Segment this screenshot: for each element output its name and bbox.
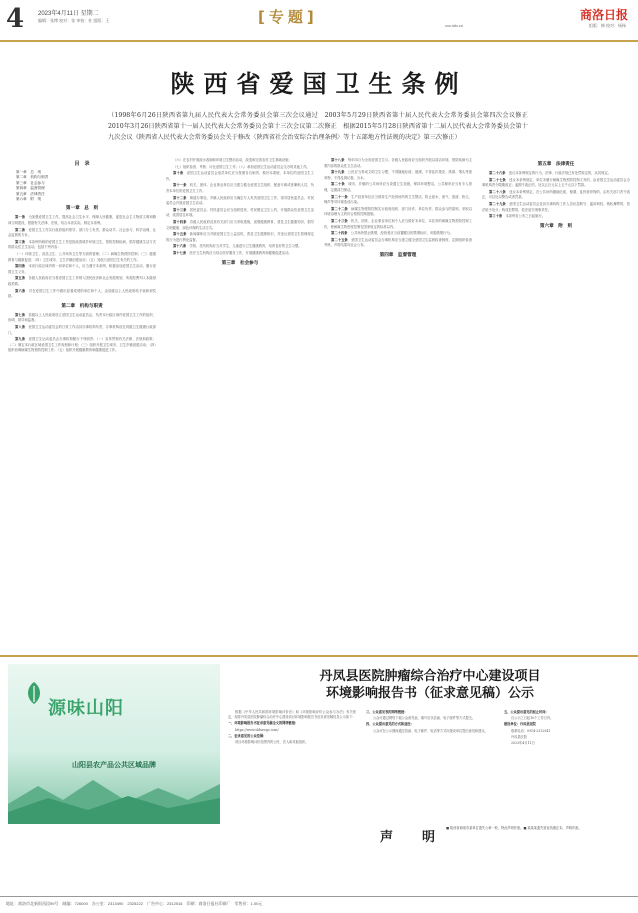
article-text: 违反本条例规定，在公共场所随地吐痰、便溺，乱扔废弃物的，由有关部门责令改正，可以处以警告或者罚款。 bbox=[482, 189, 630, 200]
article-label: 第二十四条 bbox=[331, 231, 348, 236]
article-paragraph bbox=[166, 158, 314, 164]
chapter-heading: 第四章 监督管理 bbox=[379, 252, 417, 258]
article-paragraph bbox=[324, 207, 472, 218]
brand-advertisement bbox=[8, 664, 220, 824]
section-label: [专题] bbox=[258, 8, 318, 26]
ad-brand-name: 源味山阳 bbox=[48, 698, 124, 719]
article-paragraph bbox=[8, 264, 156, 275]
article-paragraph bbox=[482, 214, 630, 220]
toc-item: 第一章 总 则 bbox=[16, 170, 42, 174]
article-paragraph bbox=[166, 251, 314, 257]
article-paragraph bbox=[166, 244, 314, 250]
page-footer: 地址：商洛市北新街西段59号 邮编：726000 办公室：2313490 2325222 广告中心：2312516 印刷：商洛日报社印刷厂 零售价：1.00元 bbox=[0, 896, 638, 913]
article-list bbox=[482, 171, 630, 220]
article-text: 违反本条例规定的行为，法律、行政法规已有处罚规定的，从其规定。 bbox=[508, 171, 611, 175]
header-url: xxx.sltv.cn bbox=[445, 23, 464, 28]
article-paragraph bbox=[166, 208, 314, 219]
article-text: 各级人民政府应当将爱国卫生工作纳入国民经济和社会发展规划，所需经费列入本级财政预算。 bbox=[8, 276, 156, 286]
article-label: 第五条 bbox=[15, 276, 26, 281]
article-column-4 bbox=[482, 158, 630, 650]
editor-credits: 编辑：张博 校对：张 审校：杜 组版：王 bbox=[38, 18, 110, 23]
article-text: 本条例自公布之日起施行。 bbox=[505, 214, 546, 219]
article-paragraph bbox=[166, 171, 314, 182]
notice-paragraph: 自公示之日起10个工作日内。 bbox=[511, 716, 554, 721]
article-text: 居民委员会、村民委员会应当组织居民、村民制定卫生公约，开展群众性爱国卫生活动，改善居住环境。 bbox=[166, 207, 314, 218]
article-label: 第六条 bbox=[15, 288, 26, 293]
mountain-graphic bbox=[8, 774, 220, 824]
notice-paragraph: 项目环境影响评价范围内的公民、法人和其他组织。 bbox=[235, 740, 309, 745]
article-text: 各级人民政府及其有关部门应当采取措施，加强健康教育，普及卫生健康知识，倡导文明健康、绿色环保的生活方式。 bbox=[166, 219, 314, 230]
notice-paragraph: https://www.sldsswgs.com/ bbox=[235, 727, 279, 732]
article-label: 第十五条 bbox=[173, 232, 187, 237]
toc-item: 第四章 监督管理 bbox=[16, 186, 45, 191]
article-text: 爱国卫生运动委员会及其办事机构工作人员玩忽职守、滥用职权、徇私舞弊的，依法给予处分；构成犯罪的，依法追究刑事责任。 bbox=[482, 201, 630, 212]
article-label: 第二十七条 bbox=[489, 177, 506, 182]
notice-paragraph: 公众可通过网络下载公众意见表，填写后以信函、电子邮件等方式提交。 bbox=[373, 716, 475, 721]
article-text: 生产经营单位应当保持生产经营场所的卫生整洁，防止废水、废气、废渣、粉尘、噪声等对环境造成污染。 bbox=[324, 194, 472, 205]
article-text: 爱国卫生运动委员会成员单位应当按照各自职责，做好本系统、本单位的爱国卫生工作。 bbox=[166, 171, 314, 181]
article-paragraph bbox=[8, 313, 156, 324]
article-paragraph bbox=[8, 215, 156, 226]
page-header bbox=[0, 0, 638, 42]
article-label: 第二十六条 bbox=[489, 171, 506, 175]
article-paragraph bbox=[324, 170, 472, 181]
article-label: 第八条 bbox=[15, 324, 26, 329]
notice-heading: 建设单位：丹凤县医院 bbox=[504, 722, 536, 727]
notice-heading: 一、环境影响报告书征求意见稿全文的网络链接： bbox=[228, 721, 299, 726]
page-number: 4 bbox=[6, 4, 25, 34]
article-label: 第十六条 bbox=[173, 244, 187, 249]
article-paragraph bbox=[482, 178, 630, 189]
chapter-heading: 第五章 法律责任 bbox=[537, 162, 575, 167]
notice-body bbox=[228, 710, 632, 822]
article-list bbox=[324, 158, 472, 249]
notice-title-line-2: 环境影响报告书（征求意见稿）公示 bbox=[325, 686, 534, 701]
article-text: 城市、乡镇的公共场所应当设置卫生设施，保持环境整洁，公共厕所应当有专人管理，定期清扫保洁。 bbox=[324, 182, 472, 192]
article-paragraph bbox=[324, 219, 472, 230]
article-text: 爱国卫生运动委员会办事机构应当建立健全爱国卫生监督检查制度，定期组织检查考核，并将结果向社会公布。 bbox=[324, 237, 472, 248]
chapter-heading: 第一章 总 则 bbox=[65, 206, 99, 212]
notice-title-line-1: 丹凤县医院肿瘤综合治疗中心建设项目 bbox=[319, 669, 541, 684]
article-text: 对在爱国卫生工作中做出显著成绩的单位和个人，由县级以上人民政府给予表彰和奖励。 bbox=[8, 288, 156, 299]
article-text: 本省行政区域内的一切单位和个人，应当遵守本条例，积极参加爱国卫生活动，履行爱国卫生义务。 bbox=[8, 264, 156, 274]
article-paragraph bbox=[482, 171, 630, 177]
article-paragraph bbox=[8, 337, 156, 354]
article-label: 第十九条 bbox=[331, 170, 345, 175]
article-column-1 bbox=[8, 158, 156, 650]
notice-heading: 三、公众意见表的网络链接： bbox=[366, 710, 408, 714]
article-text: 本条例所称的爱国卫生工作是指改善城乡环境卫生，预防控制疾病，倡导健康生活方式的群众性卫生活动，包括下列内容： bbox=[8, 239, 156, 250]
regulation-body bbox=[8, 158, 630, 650]
article-label: 第十三条 bbox=[173, 207, 187, 212]
article-label: 第二条 bbox=[15, 227, 26, 232]
chapter-heading: 第三章 社会参与 bbox=[221, 260, 259, 266]
toc-item: 第三章 社会参与 bbox=[16, 180, 45, 185]
article-text: 爱国卫生工作实行政府组织领导、部门分工负责、群众动手、社会参与、科学治理、社会监督的方针。 bbox=[8, 227, 156, 238]
article-label: 第三十条 bbox=[489, 214, 503, 219]
ad-subtitle: 山阳县农产品公共区域品牌 bbox=[72, 761, 156, 769]
article-text: 爱国卫生运动委员会的日常工作由其办事机构负责，办事机构设在同级卫生健康行政部门。 bbox=[8, 324, 156, 335]
article-text: 新闻媒体应当开展爱国卫生公益宣传，普及卫生健康知识，对违反爱国卫生管理规定的行为进行舆论监督。 bbox=[166, 232, 314, 242]
toc-item: 第六章 附 则 bbox=[16, 197, 42, 202]
section-divider bbox=[0, 655, 638, 657]
statement-title: 声 明 bbox=[380, 830, 444, 845]
article-paragraph bbox=[166, 232, 314, 243]
article-label: 第一条 bbox=[15, 215, 26, 220]
regulation-title: 陕西省爱国卫生条例 bbox=[170, 70, 468, 98]
article-label: 第十二条 bbox=[173, 195, 187, 200]
chapter-heading: 第六章 附 则 bbox=[539, 223, 573, 229]
article-label: 第十七条 bbox=[173, 250, 187, 255]
article-label: 第四条 bbox=[15, 264, 26, 269]
article-list bbox=[8, 313, 156, 354]
article-label: 第十一条 bbox=[173, 183, 187, 188]
article-paragraph bbox=[324, 195, 472, 206]
article-paragraph bbox=[324, 231, 472, 237]
chapter-heading: 第二章 机构与职责 bbox=[61, 303, 103, 309]
article-text: （六）在农村开展改水改厕和环境卫生整治活动，改造和完善农村卫生基础设施； bbox=[173, 158, 292, 162]
article-label: 第二十五条 bbox=[331, 237, 348, 242]
notice-title bbox=[226, 668, 634, 702]
notice-paragraph: 2023年4月11日 bbox=[511, 741, 535, 746]
notice-paragraph: 根据《中华人民共和国环境影响评价法》和《环境影响评价公众参与办法》有关规定，现将丹凤县医院肿瘤综合治疗中心建设项目环境影响报告书征求意见稿信息公示如下： bbox=[228, 710, 356, 720]
article-label: 第七条 bbox=[15, 312, 26, 317]
notice-paragraph: 公众可在公示期间通过信函、电子邮件、电话等方式向建设单位提出意见和建议。 bbox=[373, 728, 488, 733]
article-text: 县级以上人民政府设立爱国卫生运动委员会，负责本行政区域内爱国卫生工作的组织、协调、指导和监督。 bbox=[8, 312, 156, 323]
article-label: 第二十三条 bbox=[331, 218, 348, 223]
article-label: 第二十二条 bbox=[331, 206, 348, 211]
article-label: 第二十九条 bbox=[489, 201, 506, 206]
article-text: 为加强爱国卫生工作，提高社会卫生水平，保障人民健康，促进社会主义物质文明和精神文明建设，根据有关法律、法规，结合本省实际，制定本条例。 bbox=[8, 215, 156, 226]
toc-title: 目 录 bbox=[74, 161, 90, 167]
article-list bbox=[166, 158, 314, 257]
notice-column-2 bbox=[366, 710, 494, 822]
article-text: 街道办事处、乡镇人民政府应当确定专人负责爱国卫生工作，指导居民委员会、村民委员会开展爱国卫生活动。 bbox=[166, 195, 314, 206]
notice-paragraph: 联系电话：0914-2312541 bbox=[511, 728, 551, 733]
article-text: 学校、托幼机构应当对学生、儿童进行卫生健康教育，培养良好的卫生习惯。 bbox=[189, 244, 302, 249]
notice-heading: 四、公众提出意见的方式和途径： bbox=[366, 722, 414, 727]
article-paragraph bbox=[8, 228, 156, 239]
toc-item: 第二章 机构与职责 bbox=[16, 175, 49, 180]
article-paragraph bbox=[8, 252, 156, 263]
article-text: 机关、团体、企业事业单位和个人应当做好本单位、本住所的病媒生物预防控制工作，使病媒生物密度控制在国家规定的标准以内。 bbox=[324, 218, 472, 229]
article-label: 第十四条 bbox=[173, 219, 187, 224]
article-text: （七）组织检查、考核、评比爱国卫生工作；（八）承担爱国卫生运动委员会交办的其他工作。 bbox=[173, 164, 310, 169]
article-paragraph bbox=[324, 182, 472, 193]
article-paragraph bbox=[166, 183, 314, 194]
notice-heading: 五、公众提出意见的起止时间： bbox=[504, 710, 549, 714]
article-paragraph bbox=[482, 202, 630, 213]
newspaper-logo: 商洛日报 bbox=[579, 8, 628, 22]
article-label: 第九条 bbox=[15, 337, 26, 342]
article-paragraph bbox=[8, 276, 156, 287]
leaf-logo-icon bbox=[22, 680, 46, 706]
notice-column-1 bbox=[228, 710, 356, 822]
notice-heading: 二、征求意见的公众范围： bbox=[228, 733, 267, 738]
article-label: 第二十条 bbox=[331, 182, 345, 187]
article-label: 第十八条 bbox=[331, 158, 345, 162]
article-text: 病媒生物预防控制实行政府组织、部门协作、单位负责、群众参与的原则，采取以环境治理为主的综合预防控制措施。 bbox=[324, 206, 472, 217]
article-text: （一）环境卫生、食品卫生、公共场所卫生等方面的管理；（二）病媒生物预防控制；（三）健康教育与健康促进；（四）卫生城市、卫生乡镇创建活动；（五）其他与爱国卫生有关的工作。 bbox=[8, 252, 156, 262]
article-list bbox=[8, 215, 156, 299]
header-right-meta: 组版：韩 校对：杨杨 bbox=[588, 23, 626, 28]
article-text: 每年四月为全省爱国卫生月。各级人民政府应当组织开展以清洁环境、预防疾病为主要内容的群众性卫生活动。 bbox=[324, 158, 472, 168]
statement-text: ■ 陕西省商洛市某单位遗失公章一枚，特此声明作废。■ 某某某遗失营业执照正本，声明作废。 bbox=[446, 826, 582, 830]
article-paragraph bbox=[166, 220, 314, 231]
article-label: 第十条 bbox=[173, 171, 184, 176]
article-label: 第二十八条 bbox=[489, 189, 506, 194]
article-column-3 bbox=[324, 158, 472, 650]
article-text: 医疗卫生机构应当结合医疗服务工作，开展健康教育和健康促进活动。 bbox=[189, 250, 292, 255]
notice-column-3 bbox=[504, 710, 632, 822]
regulation-preamble: （1998年6月26日陕西省第九届人民代表大会常务委员会第三次会议通过 2003年5月29日陕西省第十届人民代表大会常务委员会第四次会议修正 2010年3月26日陕西省第十一届人民代表大会常务委员会第十三次会议第二次修正 根据2015年5月28日陕西省第十二届人民代表大会常务委员会第十九次会议《陕西省人民代表大会常务委员会关于修改〈陕西省社会治安综合治理条例〉等十五部地方性法规的决定》第三次修正） bbox=[108, 112, 535, 141]
toc-list bbox=[8, 170, 156, 202]
article-paragraph bbox=[324, 238, 472, 249]
article-paragraph bbox=[166, 165, 314, 171]
article-text: 公民应当养成文明卫生习惯，不得随地吐痰、便溺，不得乱扔果皮、纸屑、烟头等废弃物，不得乱倒垃圾、污水。 bbox=[324, 170, 472, 180]
article-label: 第二十一条 bbox=[331, 194, 348, 199]
article-label: 第三条 bbox=[15, 239, 26, 244]
article-paragraph bbox=[8, 240, 156, 251]
article-column-2 bbox=[166, 158, 314, 650]
article-paragraph bbox=[324, 158, 472, 169]
notice-paragraph: 丹凤县医院 bbox=[511, 734, 527, 739]
article-text: 机关、团体、企业事业单位应当建立健全爱国卫生组织，配备专职或者兼职人员，负责本单位的爱国卫生工作。 bbox=[166, 183, 314, 193]
article-text: 爱国卫生运动委员会办事机构履行下列职责：（一）宣传贯彻有关法律、法规和政策；（二）制定本行政区域爱国卫生工作规划和计划；（三）组织开展卫生城市、卫生乡镇创建活动；（四）组织协调病媒生物预防控制工作；（五）组织开展健康教育和健康促进工作。 bbox=[8, 337, 156, 353]
issue-date: 2023年4月11日 星期二 bbox=[38, 11, 99, 17]
toc-item: 第五章 法律责任 bbox=[16, 191, 45, 196]
article-paragraph bbox=[8, 325, 156, 336]
article-text: 违反本条例规定，单位未履行病媒生物预防控制义务的，由爱国卫生运动委员会办事机构责令限期改正；逾期不改正的，处以五百元以上五千元以下罚款。 bbox=[482, 177, 630, 188]
article-paragraph bbox=[482, 190, 630, 201]
article-paragraph bbox=[8, 289, 156, 300]
article-paragraph bbox=[166, 196, 314, 207]
article-text: 公共场所禁止吸烟，经营者应当设置醒目的禁烟标识，劝阻吸烟行为。 bbox=[350, 231, 453, 236]
